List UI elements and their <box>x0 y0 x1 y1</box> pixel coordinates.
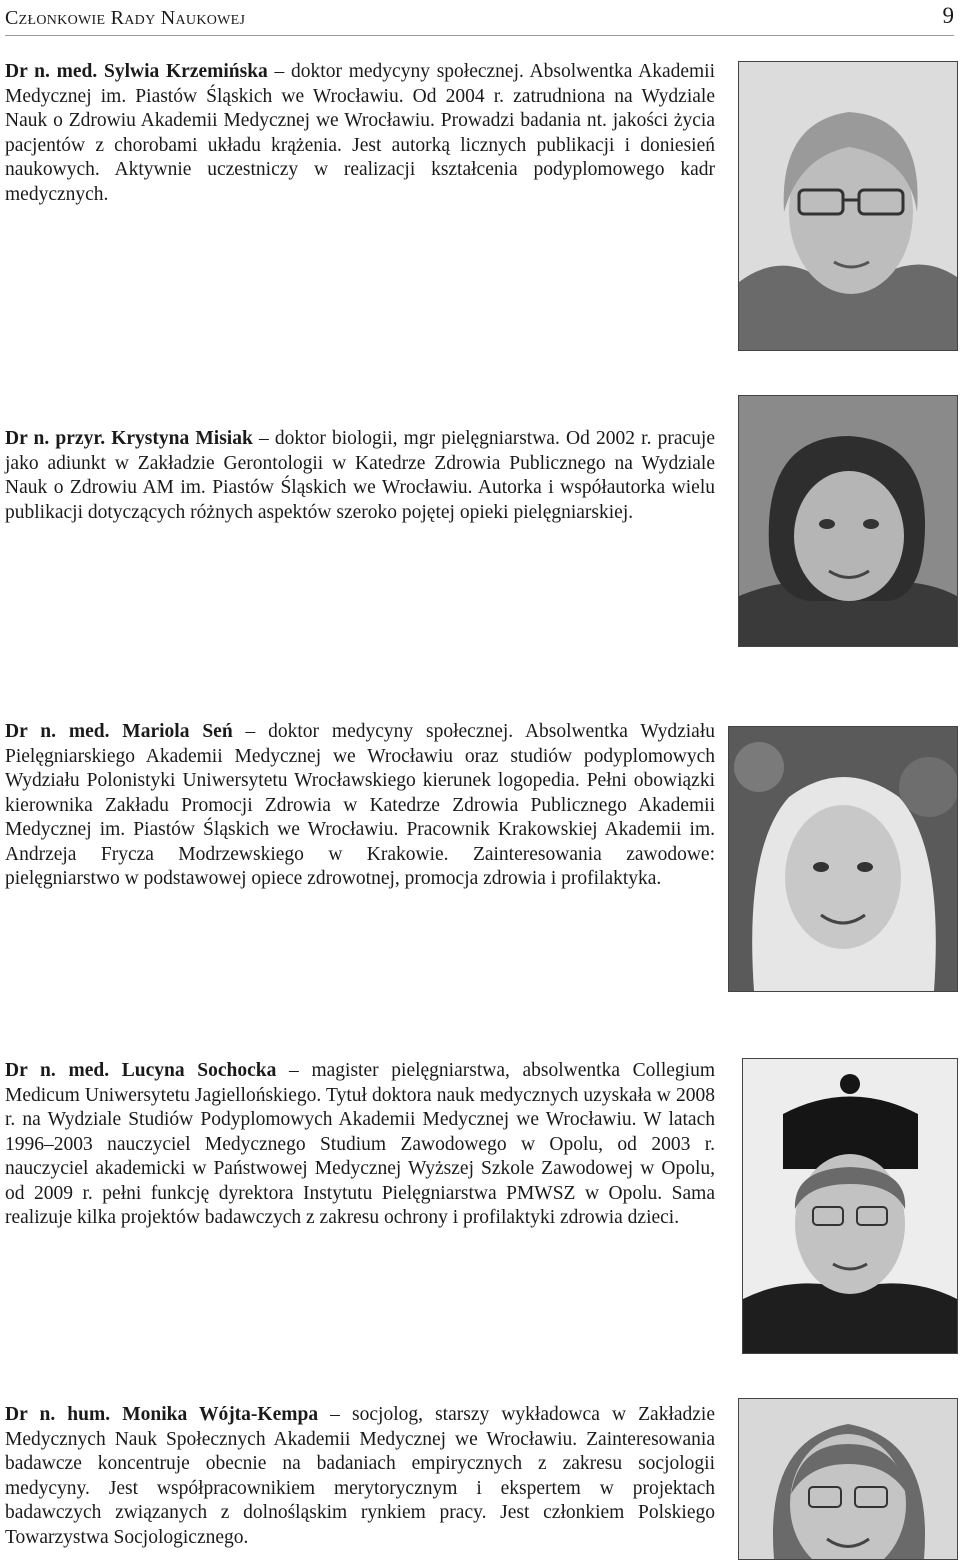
running-header <box>5 5 954 36</box>
page-number: 9 <box>942 3 954 28</box>
portrait-photo <box>738 1398 958 1560</box>
portrait-photo <box>728 726 958 992</box>
portrait-photo <box>738 61 958 351</box>
portrait-photo <box>738 395 958 647</box>
bio-name: Dr n. przyr. Krystyna Misiak <box>5 428 253 449</box>
bio-paragraph <box>5 427 715 525</box>
bio-paragraph <box>5 60 715 207</box>
bio-paragraph <box>5 1403 715 1550</box>
bio-text: – magister pielęgniarstwa, absolwentka Collegium Medicum Uniwersytetu Jagiellońskiego. Tytuł doktora nauk medycznych uzyskała w 2008 r. na Wydziale Studiów Podyplomowych Akademii Medycznej we Wrocławiu. W latach 1996–2003 nauczyciel Medycznego Studium Zawodowego w Opolu, od 2003 r. nauczyciel akademicki w Państwowej Medycznej Wyższej Szkole Zawodowej w Opolu, od 2009 r. pełni funkcję dyrektora Instytutu Pielęgniarstwa PMWSZ w Opolu. Sama realizuje kilka projektów badawczych z zakresu ochrony i profilaktyki zdrowia dzieci. <box>5 1060 715 1228</box>
bio-name: Dr n. med. Lucyna Sochocka <box>5 1060 277 1081</box>
bio-text: – socjolog, starszy wykładowca w Zakładzie Medycznych Nauk Społecznych Akademii Medycznej we Wrocławiu. Zainteresowania badawcze koncentruje obecnie na badaniach empirycznych z zakresu socjologii medycyny. Jest współpracownikiem merytorycznym i ekspertem w projektach badawczych związanych z dolnośląskim rynkiem pracy. Jest członkiem Polskiego Towarzystwa Socjologicznego. <box>5 1404 715 1548</box>
section-title: Członkowie Rady Naukowej <box>5 7 246 29</box>
bio-name: Dr n. med. Mariola Seń <box>5 721 233 742</box>
bio-paragraph <box>5 720 715 892</box>
bio-paragraph <box>5 1059 715 1231</box>
portrait-photo <box>742 1058 958 1354</box>
bio-name: Dr n. med. Sylwia Krzemińska <box>5 61 268 82</box>
bio-name: Dr n. hum. Monika Wójta-Kempa <box>5 1404 319 1425</box>
bio-text: – doktor medycyny społecznej. Absolwentka Wydziału Pielęgniarskiego Akademii Medycznej we Wrocławiu oraz studiów podyplomowych Wydziału Polonistyki Uniwersytetu Wrocławskiego kierunek logopedia. Pełni obowiązki kierownika Zakładu Promocji Zdrowia w Katedrze Zdrowia Publicznego Akademii Medycznej im. Piastów Śląskich we Wrocławiu. Pracownik Krakowskiej Akademii im. Andrzeja Frycza Modrzewskiego w Krakowie. Zainteresowania zawodowe: pielęgniarstwo w podstawowej opiece zdrowotnej, promocja zdrowia i profilaktyka. <box>5 721 715 889</box>
bio-text: – doktor medycyny społecznej. Absolwentka Akademii Medycznej im. Piastów Śląskich we Wrocławiu. Od 2004 r. zatrudniona na Wydziale Nauk o Zdrowiu Akademii Medycznej we Wrocławiu. Prowadzi badania nt. jakości życia pacjentów z chorobami układu krążenia. Jest autorką licznych publikacji i doniesień naukowych. Aktywnie uczestniczy w realizacji kształcenia podyplomowego kadr medycznych. <box>5 61 716 205</box>
bio-text: – doktor biologii, mgr pielęgniarstwa. Od 2002 r. pracuje jako adiunkt w Zakładzie Gerontologii w Katedrze Zdrowia Publicznego na Wydziale Nauk o Zdrowiu AM im. Piastów Śląskich we Wrocławiu. Autorka i współautorka wielu publikacji dotyczących różnych aspektów szeroko pojętej opieki pielęgniarskiej. <box>5 428 715 523</box>
